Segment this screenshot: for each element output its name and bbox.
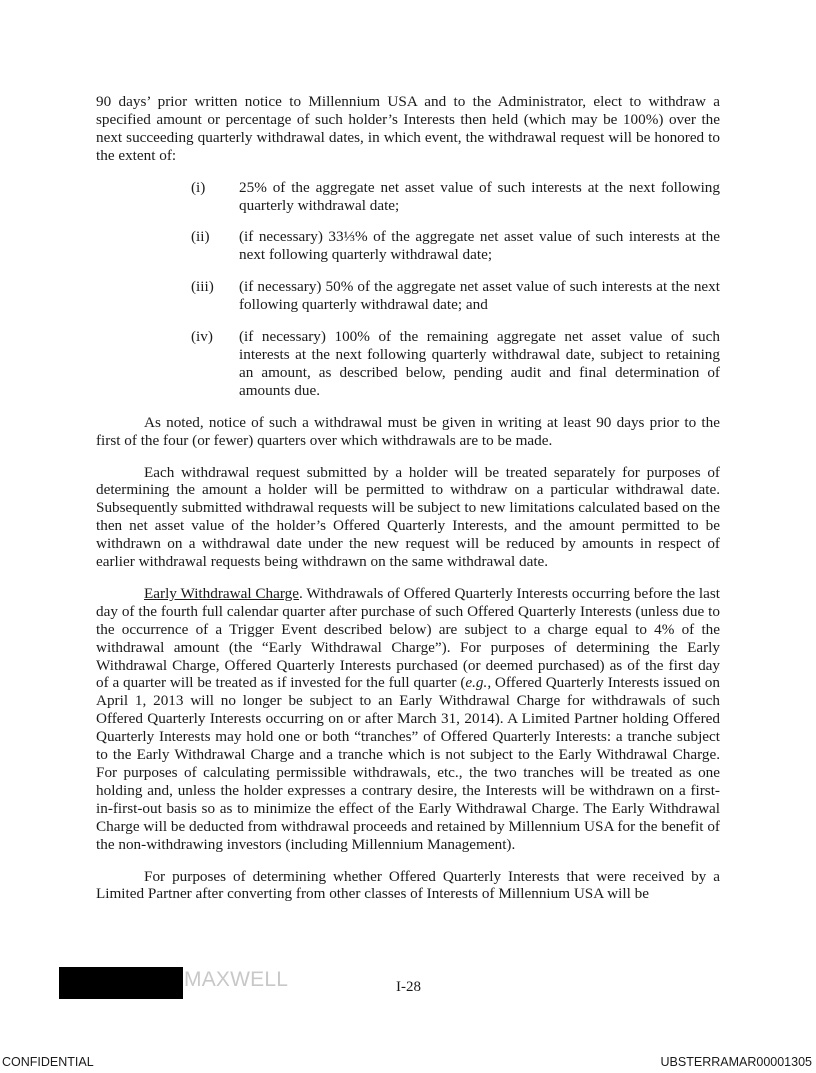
intro-paragraph: 90 days’ prior written notice to Millennium USA and to the Administrator, elect to withdraw a specified amount or percentage of such holder’s Interests then held (which may be 100%) over the next succeeding quarterly withdrawal dates, in which event, the withdrawal request will be honored to the extent of: bbox=[96, 93, 720, 164]
list-item bbox=[191, 328, 720, 400]
list-item-text: (if necessary) 50% of the aggregate net asset value of such interests at the next following quarterly withdrawal date; and bbox=[239, 278, 720, 314]
redaction-box bbox=[59, 967, 183, 999]
notice-paragraph: As noted, notice of such a withdrawal must be given in writing at least 90 days prior to the first of the four (or fewer) quarters over which withdrawals are to be made. bbox=[96, 413, 720, 449]
list-item-number: (iv) bbox=[191, 328, 213, 346]
list-item-number: (iii) bbox=[191, 278, 214, 296]
early-withdrawal-paragraph bbox=[96, 585, 720, 854]
list-item-text: 25% of the aggregate net asset value of such interests at the next following quarterly withdrawal date; bbox=[239, 178, 720, 214]
confidential-label: CONFIDENTIAL bbox=[2, 1055, 94, 1069]
list-item-text: (if necessary) 33⅓% of the aggregate net asset value of such interests at the next following quarterly withdrawal date; bbox=[239, 228, 720, 264]
conversion-paragraph: For purposes of determining whether Offered Quarterly Interests that were received by a Limited Partner after converting from other classes of Interests of Millennium USA will be bbox=[96, 867, 720, 903]
early-withdrawal-text-2: , Offered Quarterly Interests issued on April 1, 2013 will no longer be subject to an Early Withdrawal Charge for withdrawals of such Offered Quarterly Interests occurring on or after March 31, 2014). A Limited Partner holding Offered Quarterly Interests may hold one or both “tranches” of Offered Quarterly Interests: a tranche subject to the Early Withdrawal Charge and a tranche which is not subject to the Early Withdrawal Charge. For purposes of calculating permissible withdrawals, etc., the two tranches will be treated as one holding and, unless the holder expresses a contrary desire, the Interests will be withdrawn on a first-in-first-out basis so as to minimize the effect of the Early Withdrawal Charge. The Early Withdrawal Charge will be deducted from withdrawal proceeds and retained by Millennium USA for the benefit of the non-withdrawing investors (including Millennium Management). bbox=[96, 674, 720, 853]
list-item bbox=[191, 179, 720, 215]
separate-requests-paragraph: Each withdrawal request submitted by a holder will be treated separately for purposes of determining the amount a holder will be permitted to withdraw on a particular withdrawal date. Subsequently submitted withdrawal requests will be subject to new limitations calculated based on the then net asset value of the holder’s Offered Quarterly Interests, and the amount permitted to be withdrawn on a withdrawal date under the new request will be reduced by amounts in respect of earlier withdrawal requests being withdrawn on the same withdrawal date. bbox=[96, 463, 720, 571]
bates-number: UBSTERRAMAR00001305 bbox=[660, 1055, 812, 1069]
early-withdrawal-text-1: . Withdrawals of Offered Quarterly Interests occurring before the last day of the fourth full calendar quarter after purchase of such Offered Quarterly Interests (unless due to the occurrence of a Trigger Event described below) are subject to a charge equal to 4% of the withdrawal amount (the “Early Withdrawal Charge”). For purposes of determining the Early Withdrawal Charge, Offered Quarterly Interests purchased (or deemed purchased) as of the first day of a quarter will be treated as if invested for the full quarter ( bbox=[96, 584, 720, 692]
list-item-number: (ii) bbox=[191, 228, 210, 246]
list-item-number: (i) bbox=[191, 178, 206, 196]
document-body bbox=[96, 93, 720, 917]
list-item bbox=[191, 278, 720, 314]
list-item bbox=[191, 228, 720, 264]
maxwell-watermark: MAXWELL bbox=[184, 968, 289, 991]
early-withdrawal-eg: e.g. bbox=[465, 674, 488, 692]
early-withdrawal-heading: Early Withdrawal Charge bbox=[144, 584, 299, 602]
page-number: I-28 bbox=[396, 979, 421, 995]
list-item-text: (if necessary) 100% of the remaining aggregate net asset value of such interests at the next following quarterly withdrawal date, subject to retaining an amount, as described below, pending audit and final determination of amounts due. bbox=[239, 328, 720, 399]
